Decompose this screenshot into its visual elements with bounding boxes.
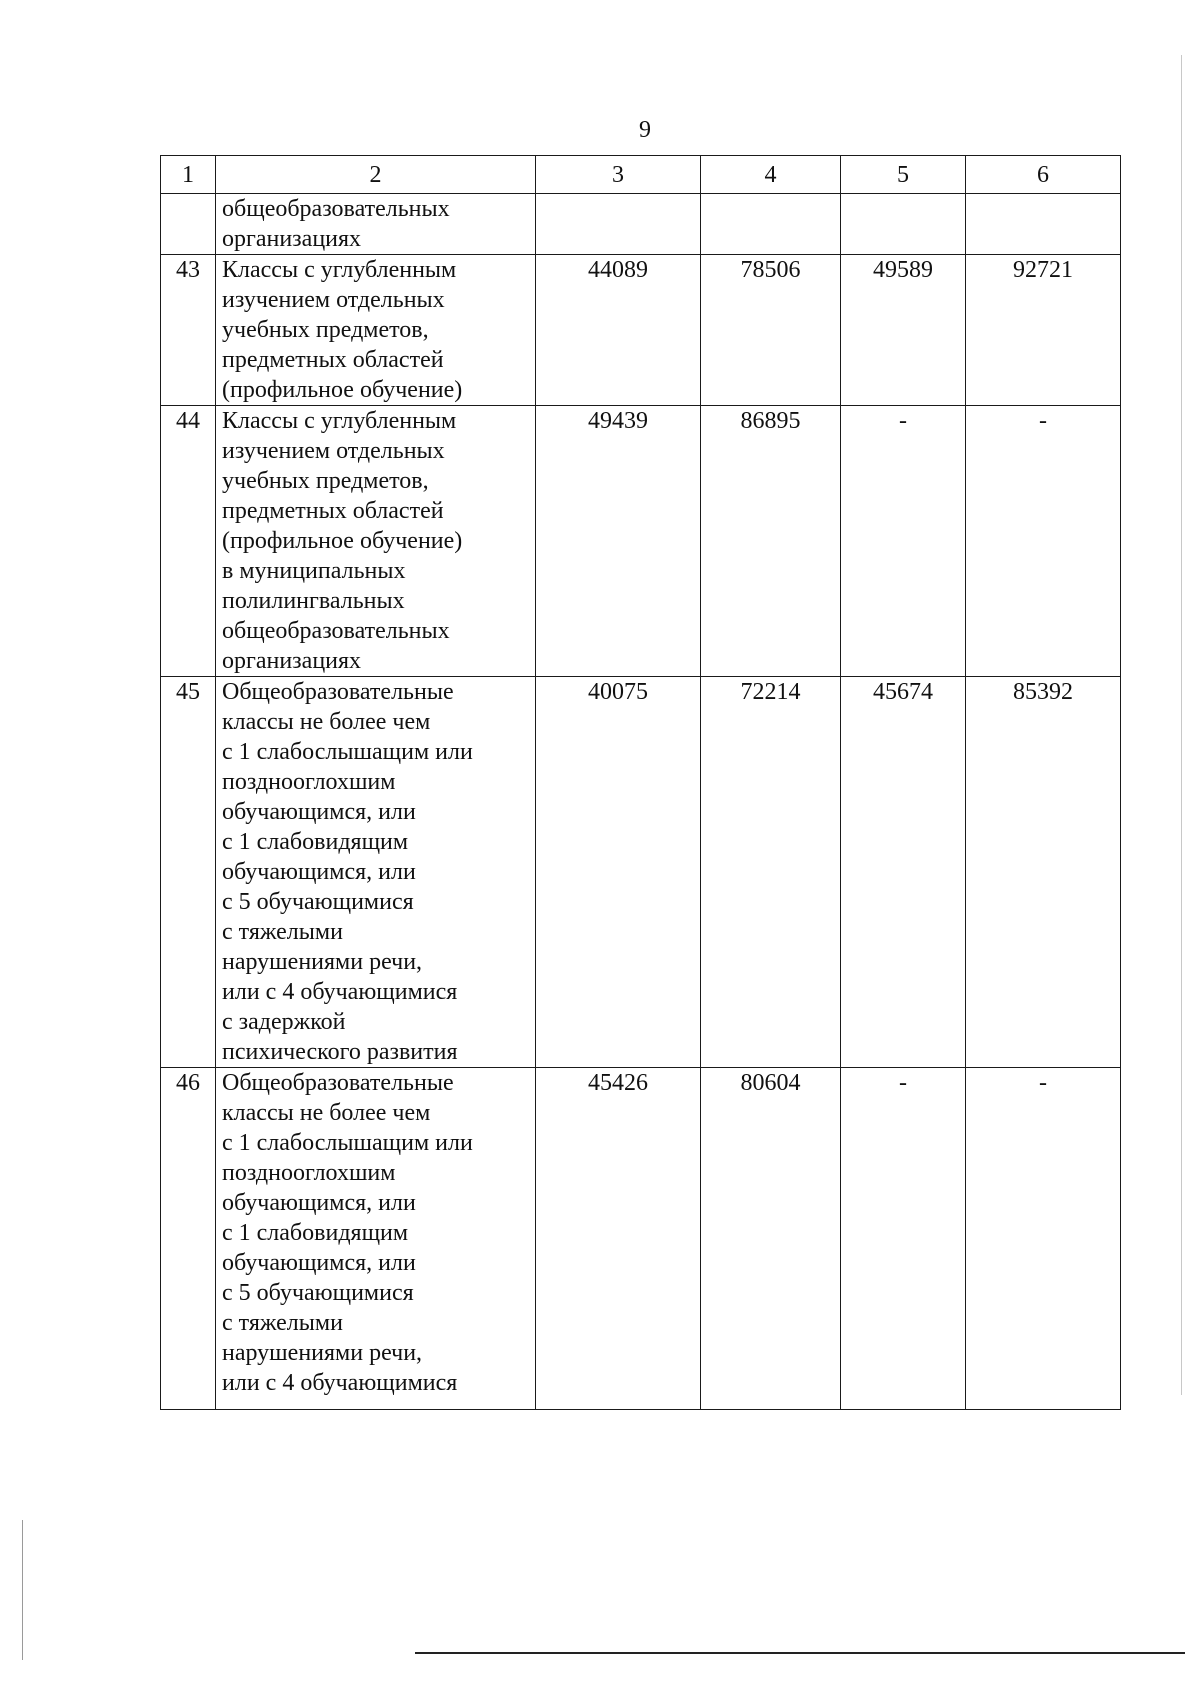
row-description: Общеобразовательные классы не более чем с 1 слабослышащим или позднооглохшим обучающимся, или с 1 слабовидящим обучающимся, или с 5 обучающимися с тяжелыми нарушениями речи, или с 4 обучающимися [216, 1068, 536, 1410]
header-col-6: 6 [966, 156, 1121, 194]
row-value-col-6: - [966, 406, 1121, 677]
row-number: 44 [161, 406, 216, 677]
header-col-1: 1 [161, 156, 216, 194]
row-description: общеобразовательных организациях [216, 194, 536, 255]
row-value-col-5: - [841, 406, 966, 677]
row-value-col-4: 80604 [701, 1068, 841, 1410]
row-value-col-6: 92721 [966, 255, 1121, 406]
row-number: 45 [161, 677, 216, 1068]
row-value-col-3: 45426 [536, 1068, 701, 1410]
table-row [161, 1068, 1121, 1410]
row-description: Общеобразовательные классы не более чем с 1 слабослышащим или позднооглохшим обучающимся, или с 1 слабовидящим обучающимся, или с 5 обучающимися с тяжелыми нарушениями речи, или с 4 обучающимися с задержкой психического развития [216, 677, 536, 1068]
table-row [161, 677, 1121, 1068]
row-description: Классы с углубленным изучением отдельных учебных предметов, предметных областей (профильное обучение) в муниципальных полилингвальных общеобразовательных организациях [216, 406, 536, 677]
table-header-row [161, 156, 1121, 194]
table-row [161, 194, 1121, 255]
row-description: Классы с углубленным изучением отдельных учебных предметов, предметных областей (профильное обучение) [216, 255, 536, 406]
header-col-4: 4 [701, 156, 841, 194]
header-col-2: 2 [216, 156, 536, 194]
row-value-col-6: - [966, 1068, 1121, 1410]
row-value-col-4: 72214 [701, 677, 841, 1068]
row-value-col-3: 40075 [536, 677, 701, 1068]
row-value-col-4: 78506 [701, 255, 841, 406]
row-value-col-3: 44089 [536, 255, 701, 406]
header-col-5: 5 [841, 156, 966, 194]
page-number: 9 [639, 117, 651, 143]
row-number: 43 [161, 255, 216, 406]
row-value-col-3: 49439 [536, 406, 701, 677]
row-value-col-6 [966, 194, 1121, 255]
scan-edge-line-right [1181, 55, 1182, 1395]
bottom-rule-line [415, 1652, 1185, 1654]
row-number: 46 [161, 1068, 216, 1410]
header-col-3: 3 [536, 156, 701, 194]
row-number [161, 194, 216, 255]
row-value-col-5 [841, 194, 966, 255]
table-row [161, 406, 1121, 677]
scan-edge-line-left [22, 1520, 23, 1660]
table-row [161, 255, 1121, 406]
row-value-col-6: 85392 [966, 677, 1121, 1068]
row-value-col-3 [536, 194, 701, 255]
data-table [160, 155, 1121, 1410]
row-value-col-4: 86895 [701, 406, 841, 677]
row-value-col-5: 49589 [841, 255, 966, 406]
row-value-col-5: - [841, 1068, 966, 1410]
row-value-col-4 [701, 194, 841, 255]
row-value-col-5: 45674 [841, 677, 966, 1068]
